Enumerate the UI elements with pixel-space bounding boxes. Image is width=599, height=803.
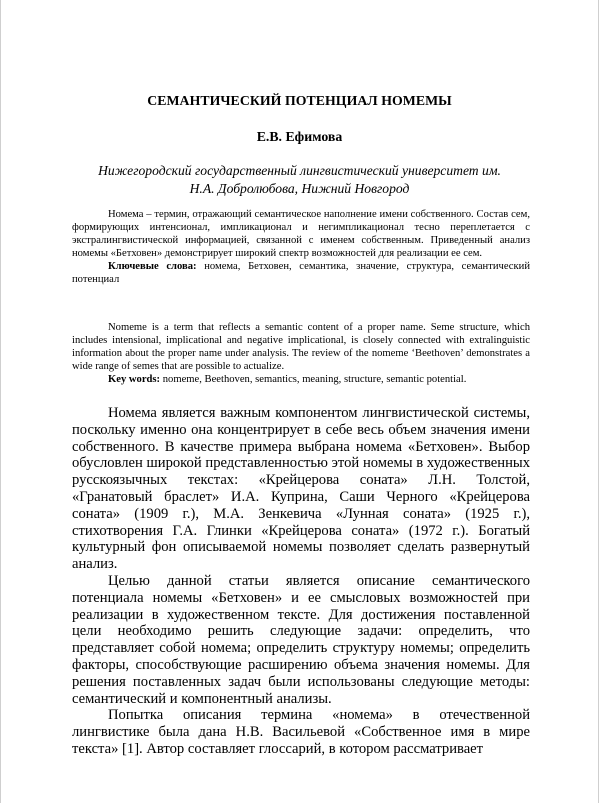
keywords-russian-list: номема, Бетховен, семантика, значение, структура, семантический потенциал [72,260,530,285]
affiliation-line-1: Нижегородский государственный лингвистический университет им. [98,163,501,178]
abstract-russian-text: Номема – термин, отражающий семантическое наполнение имени собственного. Состав сем, формирующих интенсионал, импликационал и негимпликационал тесно переплетается с экстралингвистической информацией, связанной с именем собственным. Приведенный анализ номемы «Бетховен» демонстрирует широкий спектр возможностей для реализации ее сем. [72,209,530,259]
body-paragraph-1: Номема является важным компонентом лингвистической системы, поскольку именно она концентрирует в себе весь объем значения имени собственного. В качестве примера выбрана номема «Бетховен». Выбор обусловлен широкой представленностью этой номемы в художественных русскоязычных текстах: «Крейцерова соната» Л.Н. Толстой, «Гранатовый браслет» И.А. Куприна, Саши Черного «Крейцерова соната» (1909 г.), М.А. Зенкевича «Лунная соната» (1925 г.), стихотворения Г.А. Глинки «Крейцерова соната» (1972 г.). Богатый культурный фон описываемой номемы позволяет сделать развернутый анализ. [72,405,530,573]
keywords-english [72,374,530,387]
author-name: Е.В. Ефимова [256,129,343,144]
affiliation-line-2: Н.А. Добролюбова, Нижний Новгород [189,180,410,196]
body-paragraph-3: Попытка описания термина «номема» в отечественной лингвистике была дана Н.В. Васильевой «Собственное имя в мире текста» [1]. Автор составляет глоссарий, в котором рассматривает [72,707,530,757]
page-edge-left [0,0,1,803]
keywords-english-label: Key words: [108,373,161,385]
body-paragraph-2: Целью данной статьи является описание семантического потенциала номемы «Бетховен» и ее смысловых возможностей при реализации в художественном тексте. Для достижения поставленной цели необходимо решить следующие задачи: определить, что представляет собой номема; определить структуру номемы; определить факторы, способствующие расширению объема значения номемы. Для решения поставленных задач были использованы следующие методы: семантический и компонентный анализы. [72,572,530,707]
paper-title: СЕМАНТИЧЕСКИЙ ПОТЕНЦИАЛ НОМЕМЫ [147,93,452,108]
affiliation [0,162,599,197]
keywords-russian [72,261,530,287]
keywords-english-list: nomeme, Beethoven, semantics, meaning, structure, semantic potential. [162,373,467,385]
abstract-english [72,322,530,387]
main-text [72,405,530,758]
abstract-english-text: Nomeme is a term that reflects a semantic content of a proper name. Seme structure, which includes intensional, implicational and negative implicational, is closely connected with extralinguistic information about the proper name under analysis. The review of the nomeme ‘Beethoven’ demonstrates a wide range of semes that are possible to actualize. [72,322,530,372]
keywords-russian-label: Ключевые слова: [108,260,197,272]
abstract-russian [72,209,530,286]
